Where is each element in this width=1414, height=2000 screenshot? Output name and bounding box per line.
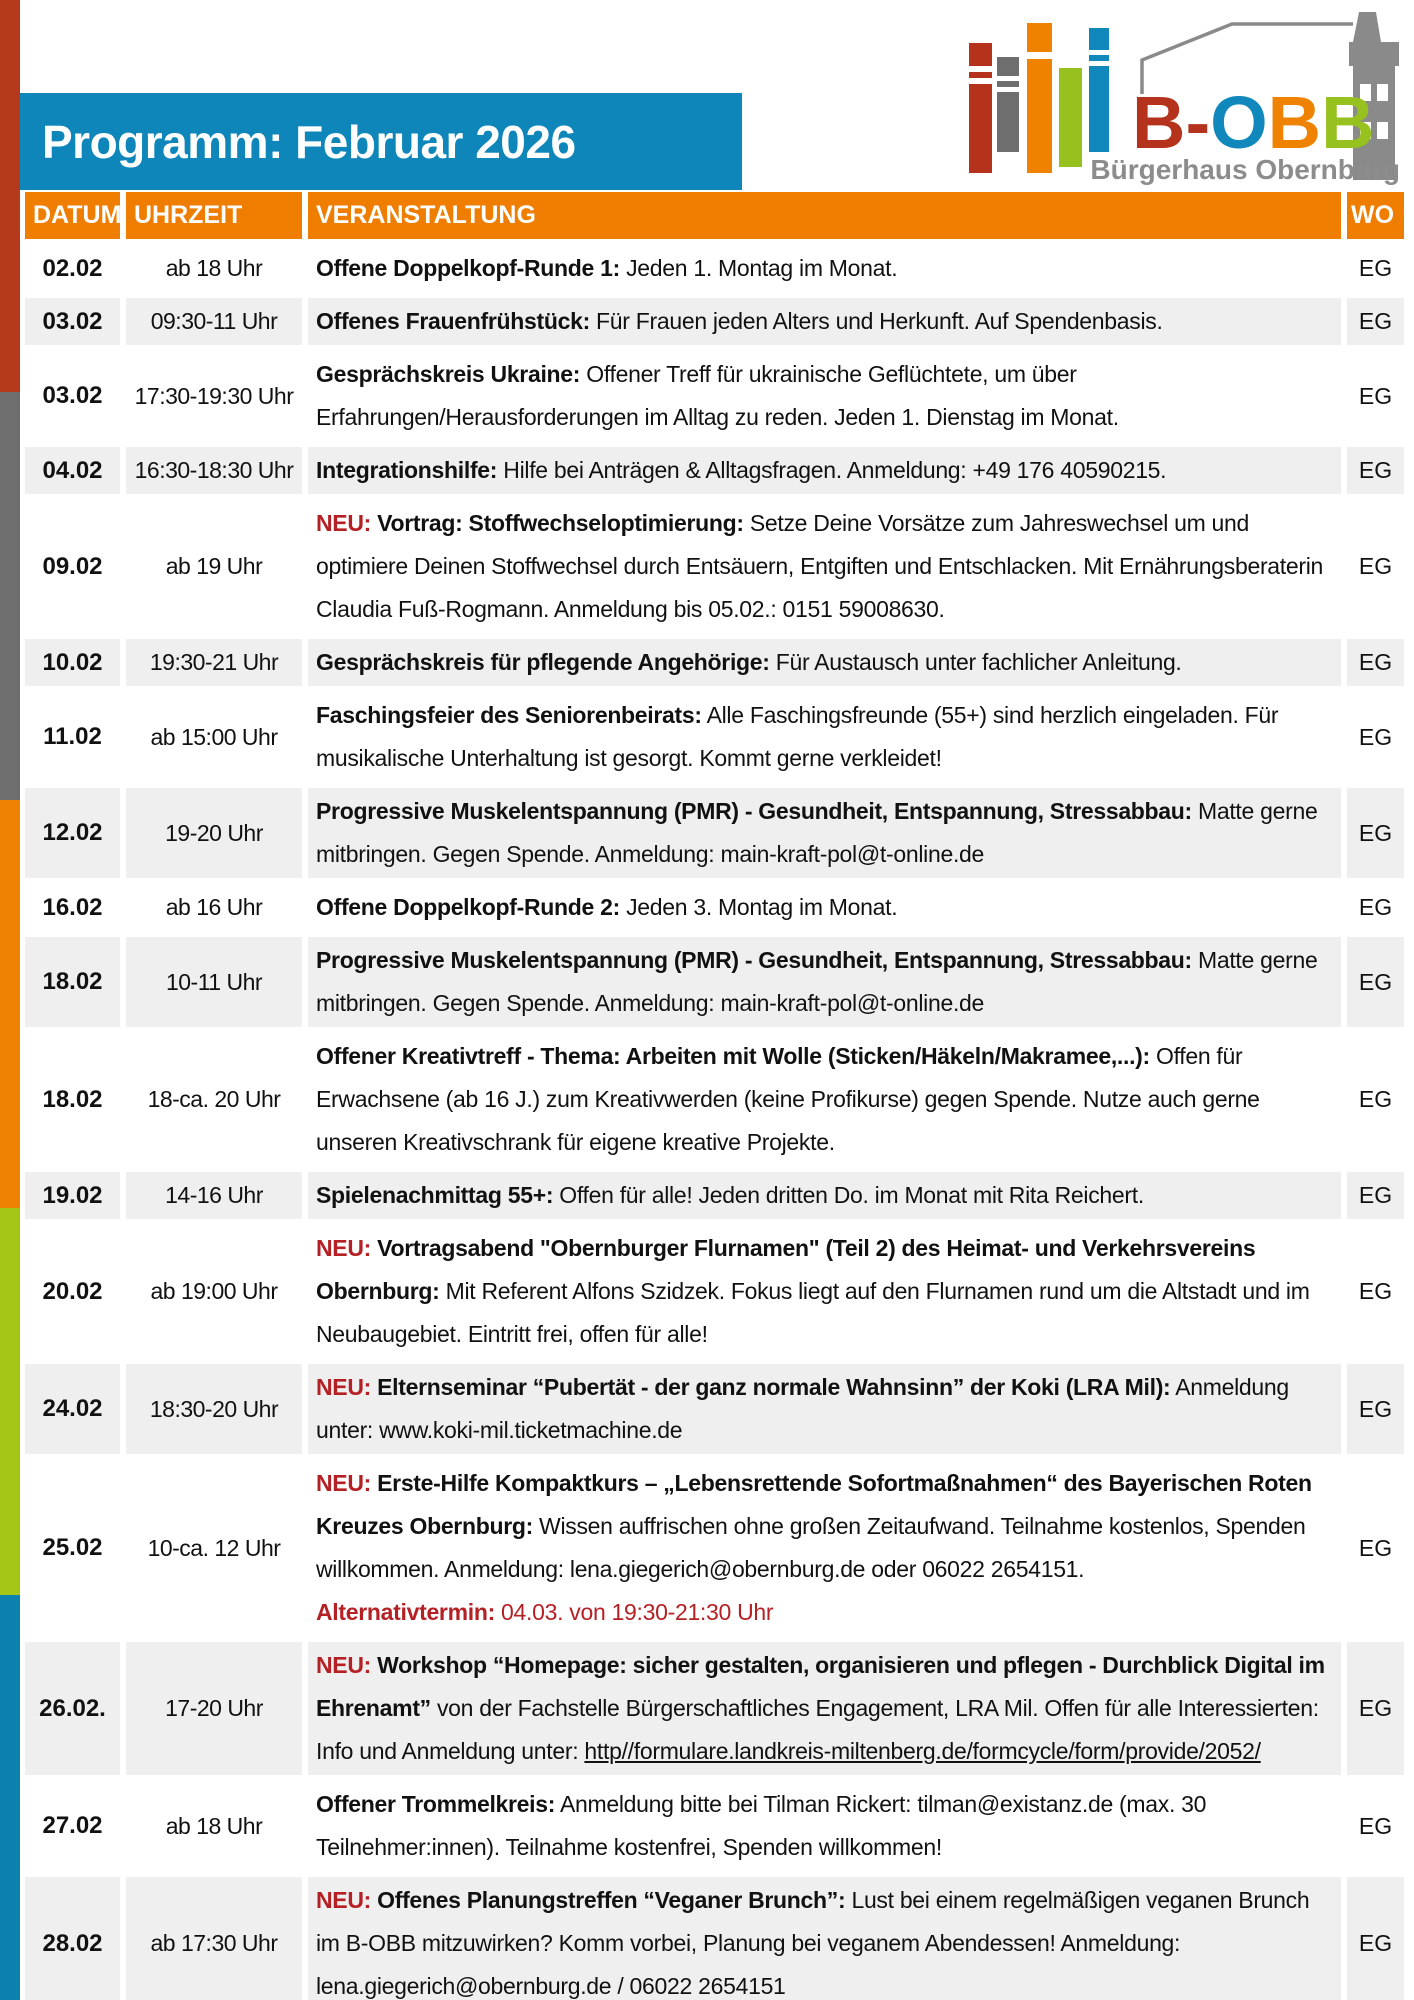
time-cell: ab 19:00 Uhr bbox=[150, 1278, 278, 1304]
stripe-segment bbox=[0, 800, 20, 1208]
event-text: Offen für alle! Jeden dritten Do. im Monat mit Rita Reichert. bbox=[553, 1182, 1144, 1208]
stripe-segment bbox=[0, 1208, 20, 1595]
wo-cell: EG bbox=[1347, 1364, 1404, 1454]
header-veranstaltung: VERANSTALTUNG bbox=[308, 192, 1341, 239]
date-cell: 20.02 bbox=[42, 1277, 103, 1305]
date-cell: 02.02 bbox=[42, 254, 103, 282]
time-cell: 16:30-18:30 Uhr bbox=[126, 447, 302, 494]
table-row bbox=[25, 788, 1404, 878]
date-cell: 04.02 bbox=[25, 447, 120, 494]
time-cell: ab 16 Uhr bbox=[165, 894, 263, 920]
wo-cell: EG bbox=[1347, 639, 1404, 686]
event-text: Progressive Muskelentspannung (PMR) - Gesundheit, Entspannung, Stressabbau: bbox=[316, 947, 1192, 973]
event-text: Offene Doppelkopf-Runde 2: bbox=[316, 894, 620, 920]
event-text: Offener Kreativtreff - Thema: Arbeiten mit Wolle (Sticken/Häkeln/Makramee,...): bbox=[316, 1043, 1150, 1069]
event-text: Für Austausch unter fachlicher Anleitung. bbox=[769, 649, 1182, 675]
time-cell: 17:30-19:30 Uhr bbox=[134, 382, 294, 409]
event-text: Offener Trommelkreis: bbox=[316, 1791, 556, 1817]
date-cell: 26.02. bbox=[25, 1642, 120, 1775]
event-cell bbox=[308, 788, 1341, 878]
event-text: Wissen auffrischen ohne großen Zeitaufwand. Teilnahme kostenlos, Spenden willkommen. Anmeldung: lena.giegerich@obernburg.de oder 06022 2654151. bbox=[316, 1513, 1306, 1582]
table-row bbox=[25, 884, 1404, 931]
event-text: Lust bei einem regelmäßigen veganen Brunch im B-OBB mitzuwirken? Komm vorbei, Planung bei veganem Abendessen! Anmeldung: lena.giegerich@obernburg.de / 06022 2654151 bbox=[316, 1887, 1310, 1999]
date-cell: 03.02 bbox=[42, 382, 103, 409]
wo-cell: EG bbox=[1358, 1812, 1393, 1839]
event-text: NEU: bbox=[316, 1470, 372, 1496]
time-cell: 19-20 Uhr bbox=[126, 788, 302, 878]
event-text: Alle Faschingsfreunde (55+) sind herzlich eingeladen. Für musikalische Unterhaltung ist gesorgt. Kommt gerne verkleidet! bbox=[316, 702, 1279, 771]
event-text: Matte gerne mitbringen. Gegen Spende. Anmeldung: main-kraft-pol@t-online.de bbox=[316, 798, 1318, 867]
left-stripe bbox=[0, 0, 20, 2000]
event-text: Progressive Muskelentspannung (PMR) - Gesundheit, Entspannung, Stressabbau: bbox=[316, 798, 1192, 824]
event-cell bbox=[308, 1877, 1341, 2000]
time-cell: 18:30-20 Uhr bbox=[126, 1364, 302, 1454]
event-cell bbox=[308, 298, 1341, 345]
time-cell: 09:30-11 Uhr bbox=[126, 298, 302, 345]
event-text: Elternseminar “Pubertät - der ganz normale Wahnsinn” der Koki (LRA Mil): bbox=[371, 1374, 1171, 1400]
event-cell bbox=[308, 1033, 1341, 1166]
event-text: Vortrag: Stoffwechseloptimierung: bbox=[371, 510, 744, 536]
date-cell: 16.02 bbox=[42, 893, 103, 921]
title-banner bbox=[20, 93, 742, 190]
table-row bbox=[25, 1033, 1404, 1166]
wo-cell: EG bbox=[1358, 382, 1393, 409]
event-cell bbox=[308, 1225, 1341, 1358]
wo-cell: EG bbox=[1358, 553, 1393, 579]
wo-cell: EG bbox=[1347, 1877, 1404, 2000]
event-cell bbox=[308, 1460, 1341, 1636]
event-text: Faschingsfeier des Seniorenbeirats: bbox=[316, 702, 702, 728]
event-link[interactable]: http//formulare.landkreis-miltenberg.de/formcycle/form/provide/2052/ bbox=[584, 1738, 1261, 1764]
event-cell bbox=[308, 937, 1341, 1027]
wo-cell: EG bbox=[1358, 1534, 1393, 1561]
wo-cell: EG bbox=[1358, 723, 1393, 750]
table-body bbox=[25, 245, 1404, 2000]
table-row bbox=[25, 639, 1404, 686]
date-cell: 11.02 bbox=[43, 723, 102, 750]
header-uhrzeit: UHRZEIT bbox=[126, 192, 302, 239]
table-row bbox=[25, 1781, 1404, 1871]
event-text: NEU: bbox=[316, 510, 372, 536]
event-text: Gesprächskreis für pflegende Angehörige: bbox=[316, 649, 770, 675]
event-cell bbox=[308, 245, 1341, 292]
time-cell: ab 15:00 Uhr bbox=[150, 723, 278, 750]
header-datum: DATUM bbox=[25, 192, 120, 239]
time-cell: 19:30-21 Uhr bbox=[126, 639, 302, 686]
table-row bbox=[25, 447, 1404, 494]
event-text: Anmeldung unter: www.koki-mil.ticketmachine.de bbox=[316, 1374, 1289, 1443]
event-text: Anmeldung bitte bei Tilman Rickert: tilman@existanz.de (max. 30 Teilnehmer:innen). Teilnahme kostenfrei, Spenden willkommen! bbox=[316, 1791, 1207, 1860]
event-text: Workshop “Homepage: sicher gestalten, organisieren und pflegen - Durchblick Digital im Ehrenamt” bbox=[316, 1652, 1325, 1721]
wo-cell: EG bbox=[1358, 894, 1393, 920]
event-text: Offen für Erwachsene (ab 16 J.) zum Kreativwerden (keine Profikurse) gegen Spende. Nutze auch gerne unseren Kreativschrank für eigene kreative Projekte. bbox=[316, 1043, 1260, 1155]
date-cell: 27.02 bbox=[42, 1812, 103, 1839]
table-row bbox=[25, 692, 1404, 782]
event-text: 04.03. von 19:30-21:30 Uhr bbox=[494, 1599, 774, 1625]
event-cell bbox=[308, 692, 1341, 782]
date-cell: 28.02 bbox=[25, 1877, 120, 2000]
event-text: NEU: bbox=[316, 1887, 372, 1913]
time-cell: ab 18 Uhr bbox=[165, 1812, 263, 1839]
event-cell bbox=[308, 447, 1341, 494]
time-cell: ab 19 Uhr bbox=[165, 553, 263, 579]
event-text: Hilfe bei Anträgen & Alltagsfragen. Anmeldung: +49 176 40590215. bbox=[497, 457, 1167, 483]
time-cell: 18-ca. 20 Uhr bbox=[147, 1086, 281, 1112]
time-cell: ab 17:30 Uhr bbox=[126, 1877, 302, 2000]
stripe-segment bbox=[0, 1595, 20, 2000]
stripe-segment bbox=[0, 392, 20, 800]
event-cell bbox=[308, 639, 1341, 686]
event-text: NEU: bbox=[316, 1235, 372, 1261]
table-row bbox=[25, 1172, 1404, 1219]
event-text: Offene Doppelkopf-Runde 1: bbox=[316, 255, 620, 281]
table-row bbox=[25, 1460, 1404, 1636]
table-row bbox=[25, 1642, 1404, 1775]
event-text: NEU: bbox=[316, 1374, 372, 1400]
date-cell: 12.02 bbox=[25, 788, 120, 878]
event-text: Integrationshilfe: bbox=[316, 457, 498, 483]
event-cell bbox=[308, 1642, 1341, 1775]
event-text: Offener Treff für ukrainische Geflüchtete, um über Erfahrungen/Herausforderungen im Alltag zu reden. Jeden 1. Dienstag im Monat. bbox=[316, 361, 1119, 430]
event-text: NEU: bbox=[316, 1652, 372, 1678]
event-cell bbox=[308, 1781, 1341, 1871]
wo-cell: EG bbox=[1347, 447, 1404, 494]
table-row bbox=[25, 500, 1404, 633]
table-row bbox=[25, 298, 1404, 345]
wo-cell: EG bbox=[1347, 298, 1404, 345]
event-text: Vortragsabend "Obernburger Flurnamen" (Teil 2) des Heimat- und Verkehrsvereins Obernburg: bbox=[316, 1235, 1256, 1304]
event-cell bbox=[308, 500, 1341, 633]
event-cell bbox=[308, 1172, 1341, 1219]
event-text: Setze Deine Vorsätze zum Jahreswechsel um und optimiere Deinen Stoffwechsel durch Entsäuern, Entgiften und Entschlacken. Mit Ernährungsberaterin Claudia Fuß-Rogmann. Anmeldung bis 05.02.: 0151 59008630. bbox=[316, 510, 1324, 622]
program-table bbox=[25, 192, 1404, 2000]
logo-subtitle: Bürgerhaus Obernburg bbox=[1090, 154, 1400, 185]
event-cell bbox=[308, 884, 1341, 931]
page-title: Programm: Februar 2026 bbox=[42, 115, 576, 168]
time-cell: ab 18 Uhr bbox=[165, 255, 263, 281]
wo-cell: EG bbox=[1358, 1278, 1393, 1304]
event-cell bbox=[308, 1364, 1341, 1454]
date-cell: 18.02 bbox=[25, 937, 120, 1027]
time-cell: 10-11 Uhr bbox=[126, 937, 302, 1027]
table-row bbox=[25, 1877, 1404, 2000]
event-cell bbox=[308, 351, 1341, 441]
header-wo: WO bbox=[1347, 192, 1404, 239]
table-row bbox=[25, 1364, 1404, 1454]
stripe-segment bbox=[0, 0, 20, 392]
date-cell: 18.02 bbox=[42, 1085, 103, 1113]
table-row bbox=[25, 351, 1404, 441]
bobb-logo bbox=[932, 8, 1412, 196]
date-cell: 10.02 bbox=[25, 639, 120, 686]
event-text: Erste-Hilfe Kompaktkurs – „Lebensrettende Sofortmaßnahmen“ des Bayerischen Roten Kreuzes Obernburg: bbox=[316, 1470, 1312, 1539]
time-cell: 14-16 Uhr bbox=[126, 1172, 302, 1219]
date-cell: 19.02 bbox=[25, 1172, 120, 1219]
event-text: Offenes Frauenfrühstück: bbox=[316, 308, 590, 334]
event-text: Mit Referent Alfons Szidzek. Fokus liegt auf den Flurnamen rund um die Altstadt und im Neubaugebiet. Eintritt frei, offen für alle! bbox=[316, 1278, 1310, 1347]
event-text: Spielenachmittag 55+: bbox=[316, 1182, 554, 1208]
event-text: von der Fachstelle Bürgerschaftliches Engagement, LRA Mil. Offen für alle Interessierten: Info und Anmeldung unter: bbox=[316, 1695, 1319, 1764]
wo-cell: EG bbox=[1347, 1642, 1404, 1775]
date-cell: 25.02 bbox=[42, 1534, 103, 1561]
event-text: Jeden 3. Montag im Monat. bbox=[619, 894, 898, 920]
wo-cell: EG bbox=[1347, 937, 1404, 1027]
event-text: Für Frauen jeden Alters und Herkunft. Auf Spendenbasis. bbox=[589, 308, 1163, 334]
event-text: Offenes Planungstreffen “Veganer Brunch”: bbox=[371, 1887, 846, 1913]
wo-cell: EG bbox=[1358, 1086, 1393, 1112]
event-text: Matte gerne mitbringen. Gegen Spende. Anmeldung: main-kraft-pol@t-online.de bbox=[316, 947, 1318, 1016]
wo-cell: EG bbox=[1347, 788, 1404, 878]
event-text: Jeden 1. Montag im Monat. bbox=[619, 255, 898, 281]
logo-wordmark: B-OBB bbox=[1132, 81, 1375, 164]
books-icon bbox=[969, 23, 1109, 173]
event-text: Alternativtermin: bbox=[316, 1599, 495, 1625]
date-cell: 09.02 bbox=[42, 552, 103, 580]
table-row bbox=[25, 937, 1404, 1027]
time-cell: 10-ca. 12 Uhr bbox=[147, 1534, 281, 1561]
event-text: Gesprächskreis Ukraine: bbox=[316, 361, 581, 387]
wo-cell: EG bbox=[1347, 1172, 1404, 1219]
date-cell: 24.02 bbox=[25, 1364, 120, 1454]
table-row bbox=[25, 245, 1404, 292]
table-row bbox=[25, 1225, 1404, 1358]
time-cell: 17-20 Uhr bbox=[126, 1642, 302, 1775]
wo-cell: EG bbox=[1358, 255, 1393, 281]
date-cell: 03.02 bbox=[25, 298, 120, 345]
table-header-row bbox=[25, 192, 1404, 239]
